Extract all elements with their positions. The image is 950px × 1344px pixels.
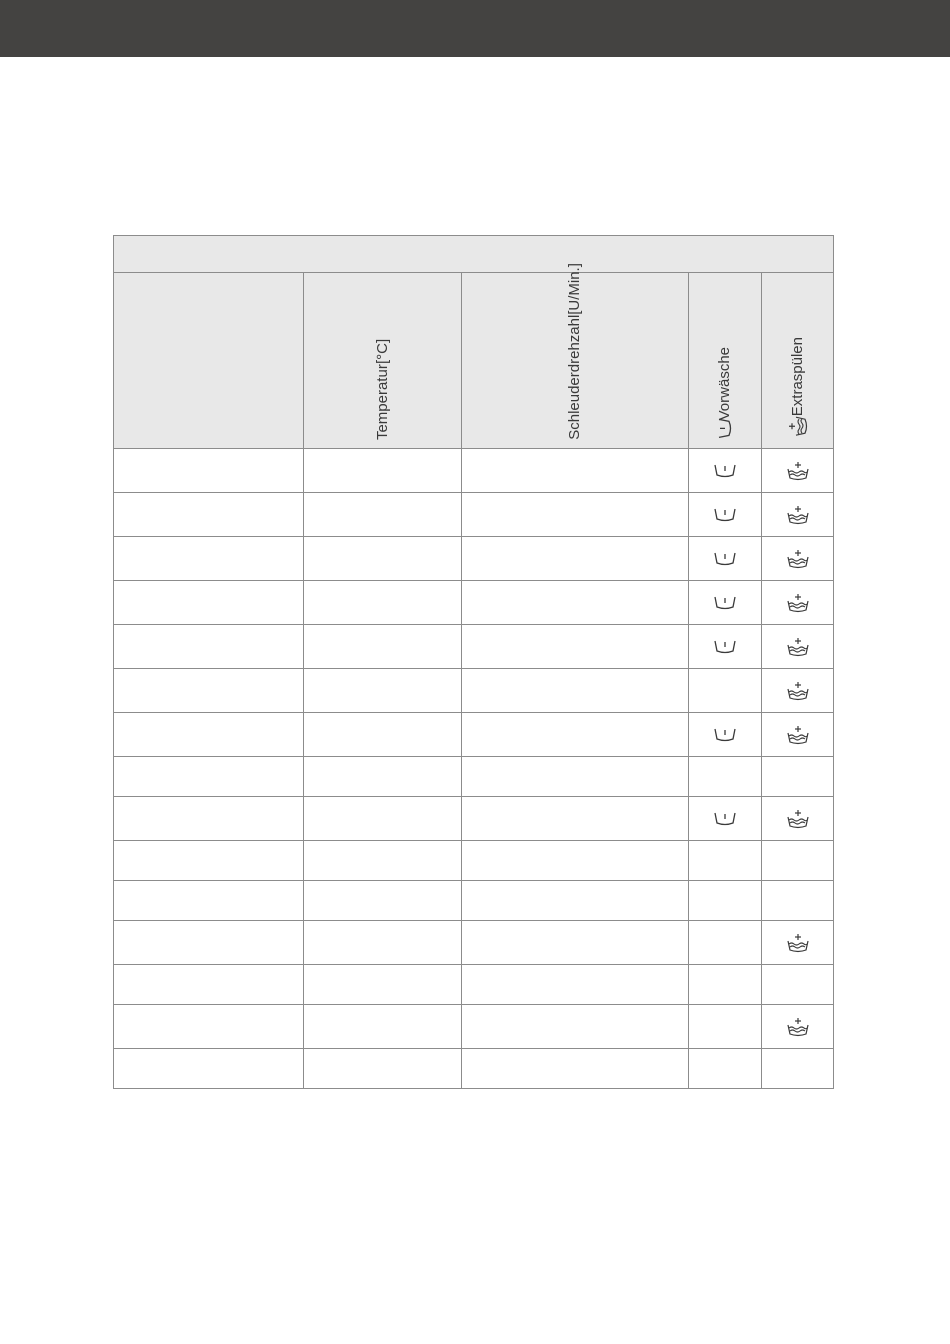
table-row <box>114 669 834 713</box>
table-row <box>114 537 834 581</box>
cell-spin <box>462 625 689 669</box>
cell-spin <box>462 757 689 797</box>
cell-extra-rinse <box>762 713 834 757</box>
cell-spin <box>462 1049 689 1089</box>
cell-spin <box>462 1005 689 1049</box>
prewash-tub-icon <box>713 811 737 827</box>
cell-program <box>114 797 304 841</box>
table-row <box>114 757 834 797</box>
extra-rinse-icon <box>786 681 810 701</box>
cell-spin <box>462 841 689 881</box>
cell-prewash <box>689 1049 762 1089</box>
cell-program <box>114 965 304 1005</box>
header-spin-unit: [U/Min.] <box>566 263 583 315</box>
cell-extra-rinse <box>762 1049 834 1089</box>
cell-spin <box>462 537 689 581</box>
table-row <box>114 449 834 493</box>
extra-rinse-icon <box>786 593 810 613</box>
cell-prewash <box>689 1005 762 1049</box>
table-row <box>114 581 834 625</box>
cell-spin <box>462 797 689 841</box>
extra-rinse-icon <box>786 1017 810 1037</box>
table-row <box>114 493 834 537</box>
cell-prewash <box>689 581 762 625</box>
cell-extra-rinse <box>762 669 834 713</box>
cell-spin <box>462 965 689 1005</box>
cell-temperature <box>304 537 462 581</box>
cell-extra-rinse <box>762 841 834 881</box>
header-prewash-label: Vorwäsche <box>716 346 733 420</box>
cell-prewash <box>689 797 762 841</box>
cell-prewash <box>689 921 762 965</box>
header-spin-label: Schleuderdrehzahl <box>566 314 583 440</box>
cell-prewash <box>689 669 762 713</box>
extra-rinse-icon <box>786 725 810 745</box>
program-table <box>113 235 834 1089</box>
cell-temperature <box>304 1005 462 1049</box>
cell-prewash <box>689 841 762 881</box>
cell-extra-rinse <box>762 1005 834 1049</box>
cell-extra-rinse <box>762 581 834 625</box>
table-row <box>114 965 834 1005</box>
cell-spin <box>462 921 689 965</box>
cell-temperature <box>304 581 462 625</box>
cell-extra-rinse <box>762 965 834 1005</box>
cell-extra-rinse <box>762 797 834 841</box>
cell-temperature <box>304 841 462 881</box>
extra-rinse-icon <box>786 933 810 953</box>
cell-program <box>114 537 304 581</box>
table-row <box>114 1005 834 1049</box>
cell-spin <box>462 669 689 713</box>
prewash-tub-icon <box>713 595 737 611</box>
cell-program <box>114 881 304 921</box>
cell-extra-rinse <box>762 921 834 965</box>
cell-extra-rinse <box>762 449 834 493</box>
header-temperature-unit: [°C] <box>373 338 391 365</box>
cell-prewash <box>689 881 762 921</box>
extra-rinse-icon <box>786 809 810 829</box>
cell-program <box>114 1005 304 1049</box>
cell-program <box>114 581 304 625</box>
cell-extra-rinse <box>762 493 834 537</box>
cell-temperature <box>304 493 462 537</box>
table-row <box>114 841 834 881</box>
cell-prewash <box>689 493 762 537</box>
prewash-tub-icon <box>713 551 737 567</box>
header-extra-rinse-label: Extraspülen <box>788 336 806 416</box>
cell-temperature <box>304 713 462 757</box>
extra-rinse-icon <box>786 461 810 481</box>
table-row <box>114 881 834 921</box>
cell-prewash <box>689 713 762 757</box>
cell-temperature <box>304 921 462 965</box>
cell-program <box>114 921 304 965</box>
cell-spin <box>462 493 689 537</box>
prewash-tub-icon <box>713 463 737 479</box>
cell-program <box>114 669 304 713</box>
table-title-row <box>114 236 834 273</box>
cell-prewash <box>689 537 762 581</box>
cell-prewash <box>689 449 762 493</box>
table-row <box>114 1049 834 1089</box>
prewash-tub-icon <box>713 639 737 655</box>
cell-program <box>114 1049 304 1089</box>
cell-program <box>114 713 304 757</box>
header-bar <box>0 0 950 57</box>
table-row <box>114 713 834 757</box>
header-program <box>114 273 304 449</box>
cell-temperature <box>304 1049 462 1089</box>
cell-extra-rinse <box>762 757 834 797</box>
cell-temperature <box>304 449 462 493</box>
table-row <box>114 797 834 841</box>
prewash-tub-icon <box>713 727 737 743</box>
prewash-tub-icon <box>717 417 733 439</box>
cell-spin <box>462 713 689 757</box>
cell-temperature <box>304 757 462 797</box>
cell-extra-rinse <box>762 881 834 921</box>
cell-program <box>114 841 304 881</box>
extra-rinse-icon <box>786 505 810 525</box>
header-prewash <box>689 273 762 449</box>
cell-extra-rinse <box>762 537 834 581</box>
cell-prewash <box>689 965 762 1005</box>
cell-temperature <box>304 797 462 841</box>
cell-temperature <box>304 625 462 669</box>
prewash-tub-icon <box>713 507 737 523</box>
cell-spin <box>462 581 689 625</box>
cell-prewash <box>689 625 762 669</box>
cell-spin <box>462 881 689 921</box>
cell-temperature <box>304 965 462 1005</box>
table-row <box>114 921 834 965</box>
cell-program <box>114 449 304 493</box>
header-spin <box>462 263 689 449</box>
header-temperature <box>304 273 462 449</box>
cell-program <box>114 493 304 537</box>
cell-temperature <box>304 669 462 713</box>
header-temperature-label: Temperatur <box>373 364 391 440</box>
header-extra-rinse <box>762 273 834 449</box>
cell-extra-rinse <box>762 625 834 669</box>
cell-program <box>114 625 304 669</box>
cell-temperature <box>304 881 462 921</box>
cell-prewash <box>689 757 762 797</box>
cell-spin <box>462 449 689 493</box>
extra-rinse-icon <box>788 415 808 437</box>
table-row <box>114 625 834 669</box>
cell-program <box>114 757 304 797</box>
extra-rinse-icon <box>786 637 810 657</box>
extra-rinse-icon <box>786 549 810 569</box>
